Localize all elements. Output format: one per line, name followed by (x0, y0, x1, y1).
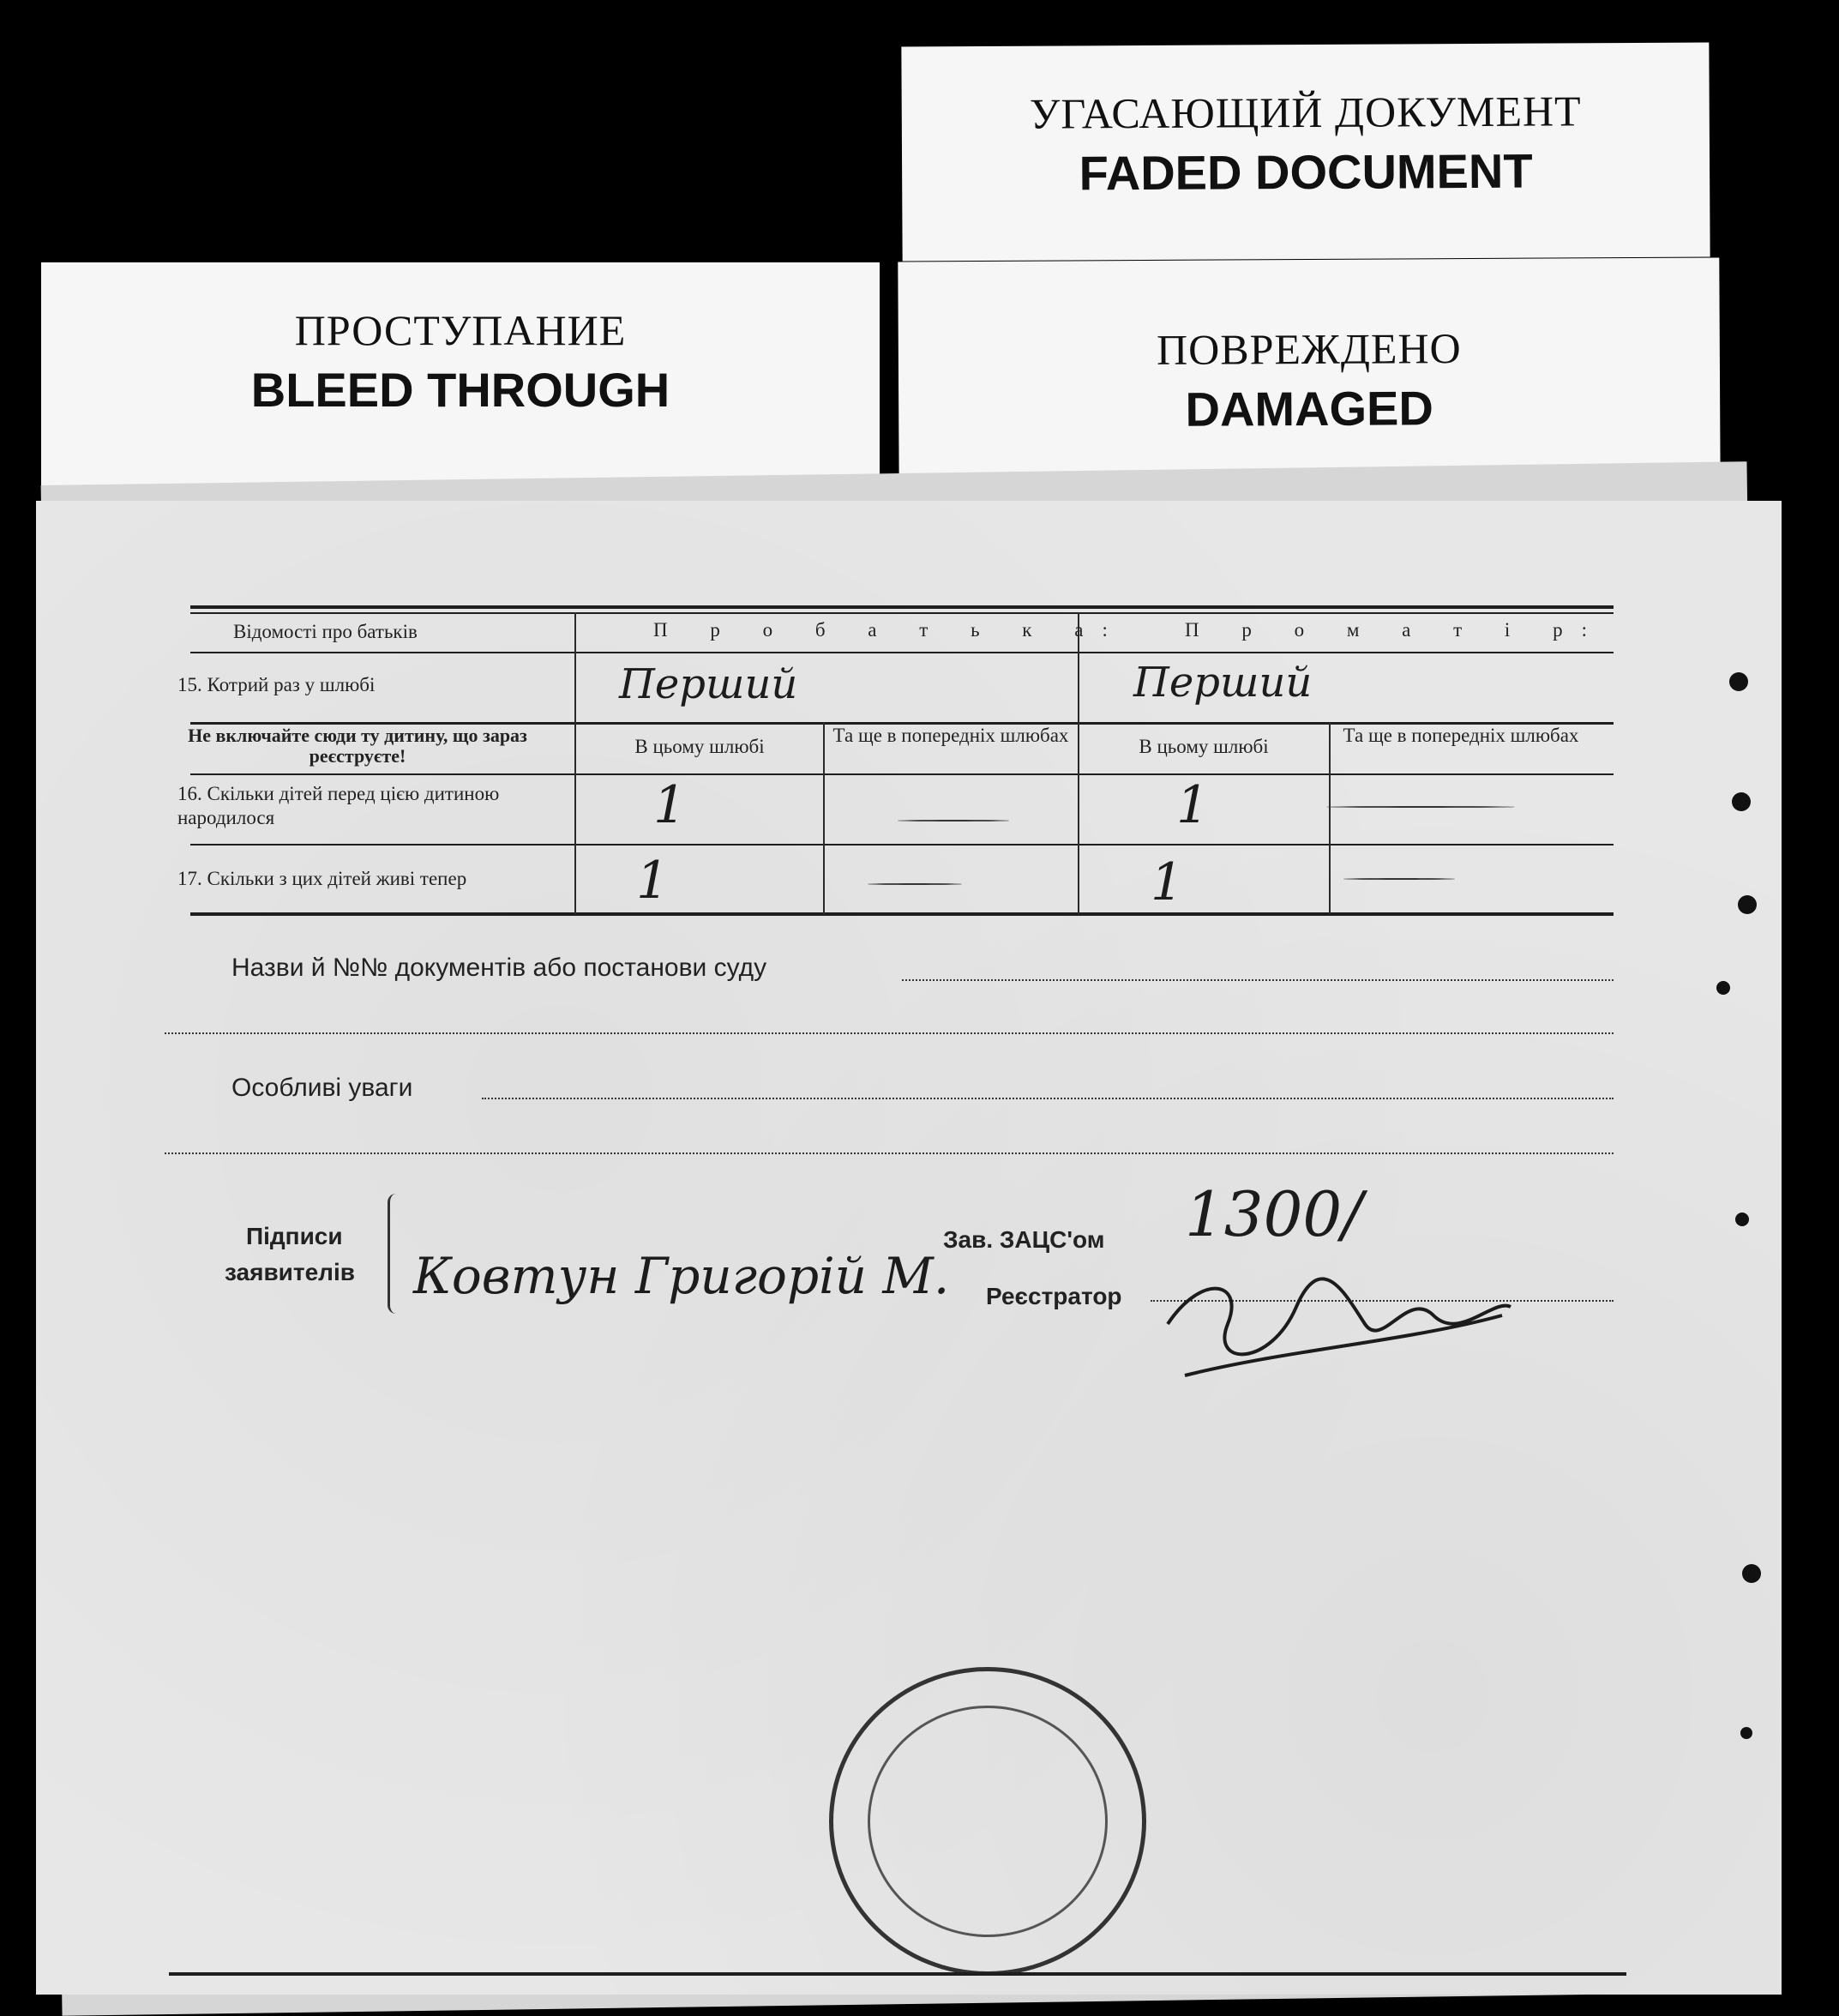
registrar-signature-scribble (1151, 1247, 1536, 1418)
faded-label-ru: УГАСАЮЩИЙ ДОКУМЕНТ (1029, 87, 1582, 138)
row15-father-value: Перший (619, 660, 798, 708)
subheader-note: Не включайте сюди ту дитину, що зараз реєструєте! (188, 725, 527, 767)
row17-father-prev-dash (868, 883, 962, 885)
table-rule (190, 773, 1614, 775)
header-mother: П р о м а т і р: (1185, 619, 1606, 641)
subheader-prev-marriages-father: Та ще в попередніх шлюбах (832, 725, 1069, 746)
remarks-field-line-2 (165, 1152, 1614, 1154)
col-divider (1078, 612, 1079, 914)
subheader-this-marriage-mother: В цьому шлюбі (1139, 736, 1269, 757)
row17-label: 17. Скільки з цих дітей живі тепер (177, 868, 467, 889)
zags-label: Зав. ЗАЦС'ом (943, 1226, 1105, 1253)
applicant-signature: Ковтун Григорій М. (413, 1247, 950, 1305)
faded-label-en: FADED DOCUMENT (1079, 143, 1533, 201)
table-rule (190, 844, 1614, 846)
bleed-label-ru: ПРОСТУПАНИЕ (294, 306, 627, 354)
row16-mother-this: 1 (1176, 775, 1210, 835)
punch-hole (1732, 792, 1751, 811)
punch-hole (1729, 672, 1748, 691)
punch-hole (1742, 1564, 1761, 1583)
damaged-label-en: DAMAGED (1185, 381, 1434, 436)
col-divider (574, 612, 576, 914)
applicants-label-1: Підписи (246, 1223, 343, 1249)
row16-mother-prev-dash (1326, 806, 1515, 808)
official-stamp-inner-ring (868, 1706, 1108, 1937)
row17-father-this: 1 (636, 851, 670, 911)
damaged-label-ru: ПОВРЕЖДЕНО (1156, 324, 1462, 374)
documents-field-line (902, 979, 1614, 981)
documents-field-line-2 (165, 1032, 1614, 1034)
documents-field-label: Назви й №№ документів або постанови суду (231, 954, 767, 982)
remarks-field-line (482, 1098, 1614, 1099)
applicants-label-2: заявителів (225, 1259, 355, 1285)
remarks-field-label: Особливі уваги (231, 1074, 413, 1102)
bleed-through-card (41, 262, 880, 511)
row16-label: 16. Скільки дітей перед цією дитиною народилося (177, 783, 500, 828)
table-rule (190, 652, 1614, 653)
row15-mother-value: Перший (1133, 659, 1313, 707)
row15-label: 15. Котрий раз у шлюбі (177, 674, 376, 695)
header-parents-info: Відомості про батьків (233, 621, 418, 642)
page-bottom-rule (169, 1972, 1626, 1976)
applicants-brace (388, 1194, 402, 1314)
punch-hole (1716, 981, 1730, 995)
document-sheet (36, 501, 1782, 1995)
subheader-this-marriage-father: В цьому шлюбі (634, 736, 765, 757)
subheader-prev-marriages-mother: Та ще в попередніх шлюбах (1343, 725, 1579, 746)
table-top-rule-2 (190, 612, 1614, 614)
row17-mother-this: 1 (1151, 852, 1184, 912)
row16-father-this: 1 (653, 775, 687, 835)
bleed-label-en: BLEED THROUGH (250, 363, 670, 417)
col-divider (823, 722, 825, 914)
punch-hole (1735, 1213, 1749, 1226)
row16-father-prev-dash (898, 820, 1009, 821)
registrar-label: Реєстратор (986, 1283, 1122, 1309)
punch-hole (1738, 895, 1757, 914)
registrar-number: 1300/ (1185, 1178, 1363, 1250)
table-top-rule (190, 605, 1614, 609)
row17-mother-prev-dash (1343, 878, 1455, 880)
header-father: П р о б а т ь к а: (653, 619, 1127, 641)
official-stamp (829, 1667, 1146, 1976)
table-bottom-rule (190, 912, 1614, 916)
punch-hole (1740, 1727, 1752, 1739)
col-divider (1329, 722, 1331, 914)
faded-document-card (901, 43, 1710, 262)
damaged-card (898, 257, 1720, 493)
